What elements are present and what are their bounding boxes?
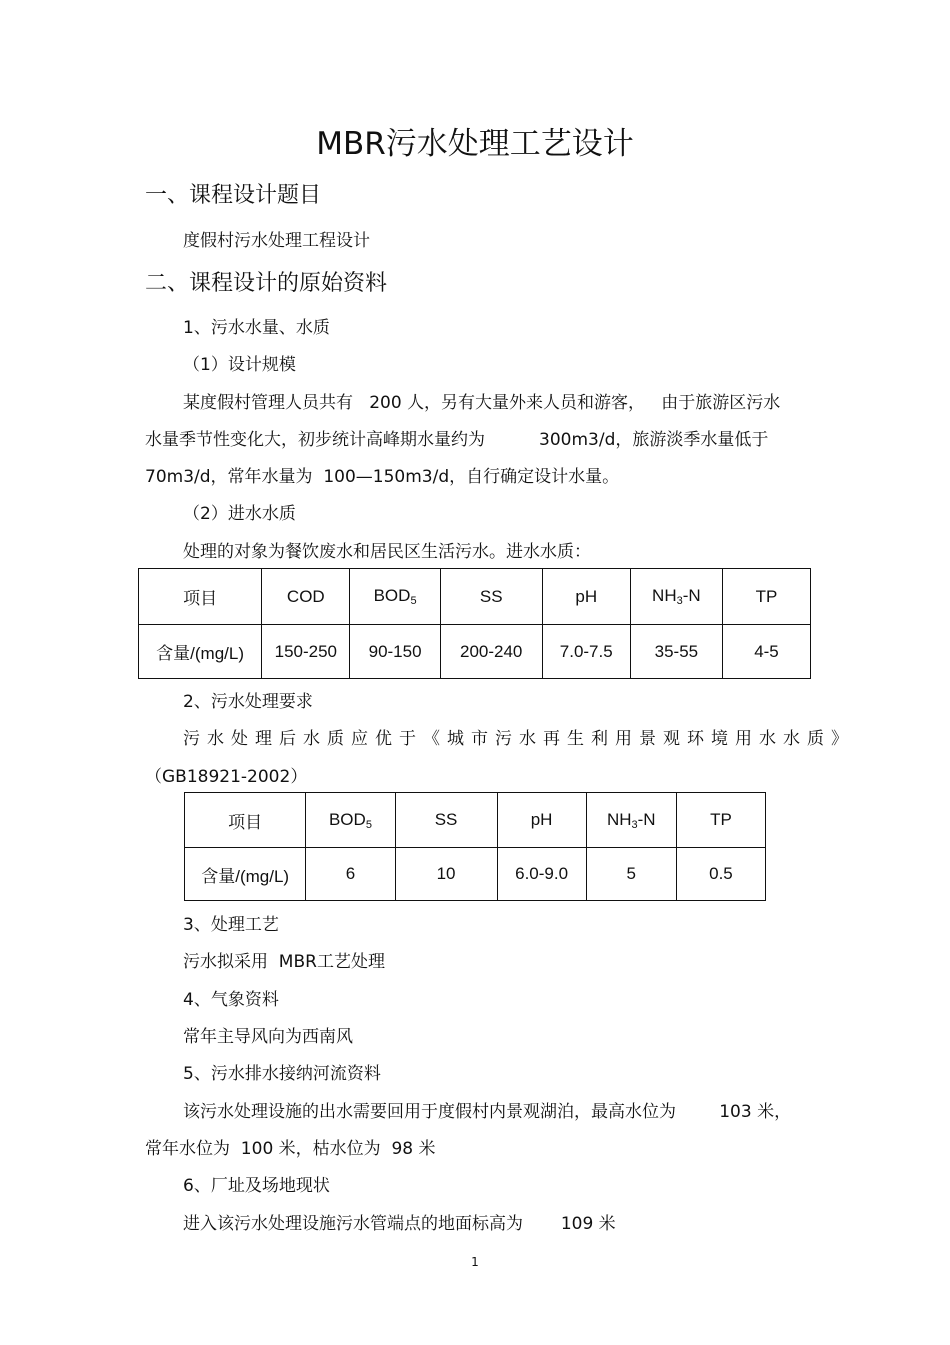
table-cell: 项目 xyxy=(185,793,306,848)
table-cell: 5 xyxy=(586,848,676,901)
item3-text: 污水拟采用 MBR工艺处理 xyxy=(183,952,385,972)
table-cell: pH xyxy=(497,793,586,848)
table-cell: pH xyxy=(542,569,630,625)
table-cell: 6.0-9.0 xyxy=(497,848,586,901)
requirement-line-1: 污水处理后水质应优于《城市污水再生利用景观环境用水水质》 xyxy=(183,729,855,749)
page-number: 1 xyxy=(471,1255,479,1269)
table-row xyxy=(139,625,811,679)
table-cell xyxy=(586,793,676,848)
table-cell: 4-5 xyxy=(722,625,810,679)
scale-line-2: 水量季节性变化大，初步统计高峰期水量约为 300m3/d，旅游淡季水量低于 xyxy=(145,430,769,450)
table-cell: 10 xyxy=(395,848,497,901)
influent-intro: 处理的对象为餐饮废水和居民区生活污水。进水水质： xyxy=(183,542,591,562)
table-header-row xyxy=(185,793,766,848)
scale-line-3: 70m3/d，常年水量为 100—150m3/d，自行确定设计水量。 xyxy=(145,467,620,487)
bod-label: BOD xyxy=(328,809,366,829)
table-cell: SS xyxy=(440,569,542,625)
item1-sub2: （2）进水水质 xyxy=(183,504,296,524)
item5-heading: 5、污水排水接纳河流资料 xyxy=(183,1064,381,1084)
table-cell: COD xyxy=(262,569,350,625)
table-cell: TP xyxy=(722,569,810,625)
table-cell: 0.5 xyxy=(676,848,765,901)
table-row xyxy=(185,848,766,901)
item1-sub1: （1）设计规模 xyxy=(183,355,296,375)
table-cell: 含量/(mg/L) xyxy=(139,625,262,679)
document-title: MBR污水处理工艺设计 xyxy=(316,126,634,162)
item6-text: 进入该污水处理设施污水管端点的地面标高为 109 米 xyxy=(183,1214,616,1234)
item1-heading: 1、污水水量、水质 xyxy=(183,318,330,338)
item5-line-2: 常年水位为 100 米，枯水位为 98 米 xyxy=(145,1139,436,1159)
item5-line-1: 该污水处理设施的出水需要回用于度假村内景观湖泊，最高水位为 103 米， xyxy=(183,1102,792,1122)
item2-heading: 2、污水处理要求 xyxy=(183,692,313,712)
table-cell: SS xyxy=(395,793,497,848)
nh-suffix: -N xyxy=(637,809,656,829)
table-cell: 7.0-7.5 xyxy=(542,625,630,679)
table-cell: 35-55 xyxy=(630,625,722,679)
nh-subscript: 3 xyxy=(631,818,638,831)
table-cell: 150-250 xyxy=(262,625,350,679)
requirement-line-2: （GB18921-2002） xyxy=(145,767,308,787)
effluent-quality-table xyxy=(184,792,766,901)
nh-label: NH xyxy=(652,586,677,605)
bod-subscript: 5 xyxy=(365,818,372,831)
nh-subscript: 3 xyxy=(676,595,683,607)
influent-quality-table xyxy=(138,568,811,679)
item3-heading: 3、处理工艺 xyxy=(183,915,279,935)
table-cell: TP xyxy=(676,793,765,848)
section-heading-2: 二、课程设计的原始资料 xyxy=(145,271,388,296)
item4-heading: 4、气象资料 xyxy=(183,990,279,1010)
table-cell: 项目 xyxy=(139,569,262,625)
table-cell: 含量/(mg/L) xyxy=(185,848,306,901)
scale-line-1: 某度假村管理人员共有 200 人，另有大量外来人员和游客， 由于旅游区污水 xyxy=(183,393,781,413)
table-cell: 90-150 xyxy=(350,625,440,679)
bod-label: BOD xyxy=(373,586,411,605)
section-heading-1: 一、课程设计题目 xyxy=(145,183,322,208)
table-cell: 200-240 xyxy=(440,625,542,679)
table-header-row xyxy=(139,569,811,625)
table-cell xyxy=(630,569,722,625)
item4-text: 常年主导风向为西南风 xyxy=(183,1027,353,1047)
design-topic-text: 度假村污水处理工程设计 xyxy=(183,231,370,251)
item6-heading: 6、厂址及场地现状 xyxy=(183,1176,330,1196)
table-cell xyxy=(306,793,395,848)
table-cell xyxy=(350,569,440,625)
table-cell: 6 xyxy=(306,848,395,901)
bod-subscript: 5 xyxy=(410,595,417,607)
nh-suffix: -N xyxy=(682,586,701,605)
nh-label: NH xyxy=(606,809,632,829)
